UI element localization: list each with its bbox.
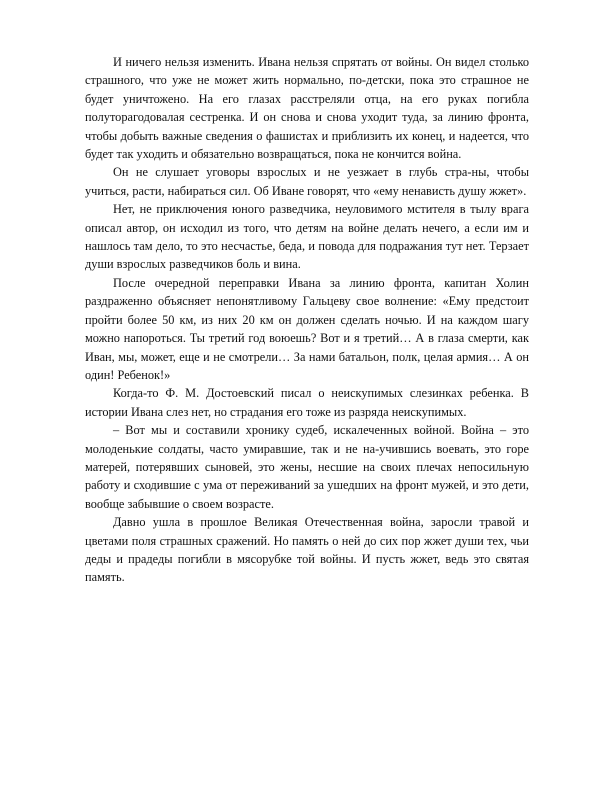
paragraph-7: Давно ушла в прошлое Великая Отечественная война, заросли травой и цветами поля страшных сражений. Но память о ней до сих пор жжет души тех, чьи деды и прадеды погибли в мясорубке той войны. И пусть жжет, ведь это святая память. (85, 515, 529, 585)
paragraph-6: – Вот мы и составили хронику судеб, искалеченных войной. Война – это молоденькие солдаты, часто умиравшие, так и не на-учившись воевать, это горе матерей, потерявших сыновей, это жены, несшие на своих плечах непосильную работу и сходившие с ума от переживаний за ушедших на фронт мужей, и это дети, вообще забывшие о своем возрасте. (85, 423, 529, 511)
paragraph-5: Когда-то Ф. М. Достоевский писал о неискупимых слезинках ребенка. В истории Ивана слез нет, но страдания его тоже из разряда неискупимых. (85, 386, 529, 419)
paragraph-3: Нет, не приключения юного разведчика, неуловимого мстителя в тылу врага описал автор, он исходил из того, что детям на войне делать нечего, а если им и нашлось там дело, то это несчастье, беда, и повода для подражания тут нет. Терзает души взрослых разведчиков боль и вина. (85, 202, 529, 272)
document-page (85, 53, 529, 587)
paragraph-4: После очередной переправки Ивана за линию фронта, капитан Холин раздраженно объясняет непонятливому Гальцеву свое волнение: «Ему предстоит пройти более 50 км, из них 20 км он должен сделать ночью. И на каждом шагу можно напороться. Ты третий год воюешь? Вот и я третий… А в глаза смерти, как Иван, мы, может, еще и не смотрели… За нами батальон, полк, целая армия… А он один! Ребенок!» (85, 275, 529, 382)
paragraph-2: Он не слушает уговоры взрослых и не уезжает в глубь стра-ны, чтобы учиться, расти, набираться сил. Об Иване говорят, что «ему ненависть душу жжет». (85, 165, 529, 198)
paragraph-1: И ничего нельзя изменить. Ивана нельзя спрятать от войны. Он видел столько страшного, что уже не может жить нормально, по-детски, пока это страшное не будет уничтожено. На его глазах расстреляли отца, на его руках погибла полуторагодовалая сестренка. И он снова и снова уходит туда, за линию фронта, чтобы добыть важные сведения о фашистах и приблизить их конец, и надеется, что будет так уходить и обязательно возвращаться, пока не кончится война. (85, 55, 529, 162)
